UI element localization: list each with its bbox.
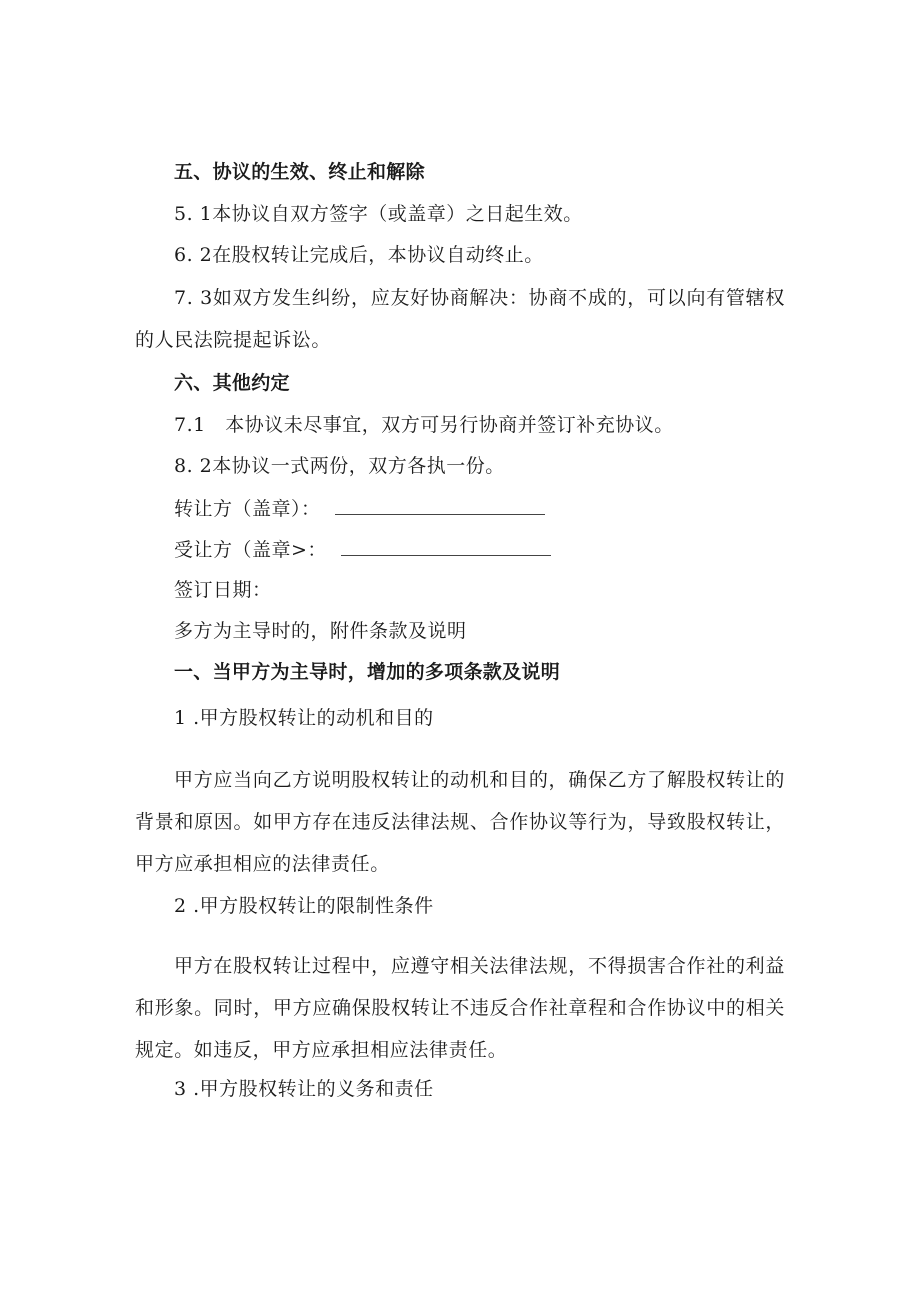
appendix-sub3-title: 3 .甲方股权转让的义务和责任 [174,1078,434,1100]
transferor-label: 转让方（盖章）： [174,498,321,520]
transferee-label: 受让方（盖章>： [174,539,327,561]
signing-date-label: 签订日期： [174,579,272,601]
transferee-signature-row [174,537,551,562]
section6-heading: 六、其他约定 [174,372,290,394]
section6-item-1: 7.1 本协议未尽事宜，双方可另行协商并签订补充协议。 [174,414,674,436]
section5-item-2: 6. 2在股权转让完成后，本协议自动终止。 [174,244,544,266]
appendix-sub2-body: 甲方在股权转让过程中，应遵守相关法律法规，不得损害合作社的利益和形象。同时，甲方应确保股权转让不违反合作社章程和合作协议中的相关规定。如违反，甲方应承担相应法律责任。 [135,955,785,1061]
transferor-signature-line [335,496,545,515]
appendix-title: 多方为主导时的，附件条款及说明 [174,620,467,642]
appendix-sub1-title: 1 .甲方股权转让的动机和目的 [174,707,434,729]
appendix-sub2-title: 2 .甲方股权转让的限制性条件 [174,895,434,917]
transferee-signature-line [341,537,551,556]
appendix-sub1-body: 甲方应当向乙方说明股权转让的动机和目的，确保乙方了解股权转让的背景和原因。如甲方存在违反法律法规、合作协议等行为，导致股权转让，甲方应承担相应的法律责任。 [135,769,785,875]
appendix-heading-1: 一、当甲方为主导时，增加的多项条款及说明 [174,661,561,683]
section6-item-2: 8. 2本协议一式两份，双方各执一份。 [174,455,505,477]
section5-item-3: 7. 3如双方发生纠纷，应友好协商解决：协商不成的，可以向有管辖权的人民法院提起诉讼。 [135,287,785,351]
transferor-signature-row [174,496,545,521]
section5-item-1: 5. 1本协议自双方签字（或盖章）之日起生效。 [174,203,583,225]
section5-heading: 五、协议的生效、终止和解除 [174,161,425,183]
